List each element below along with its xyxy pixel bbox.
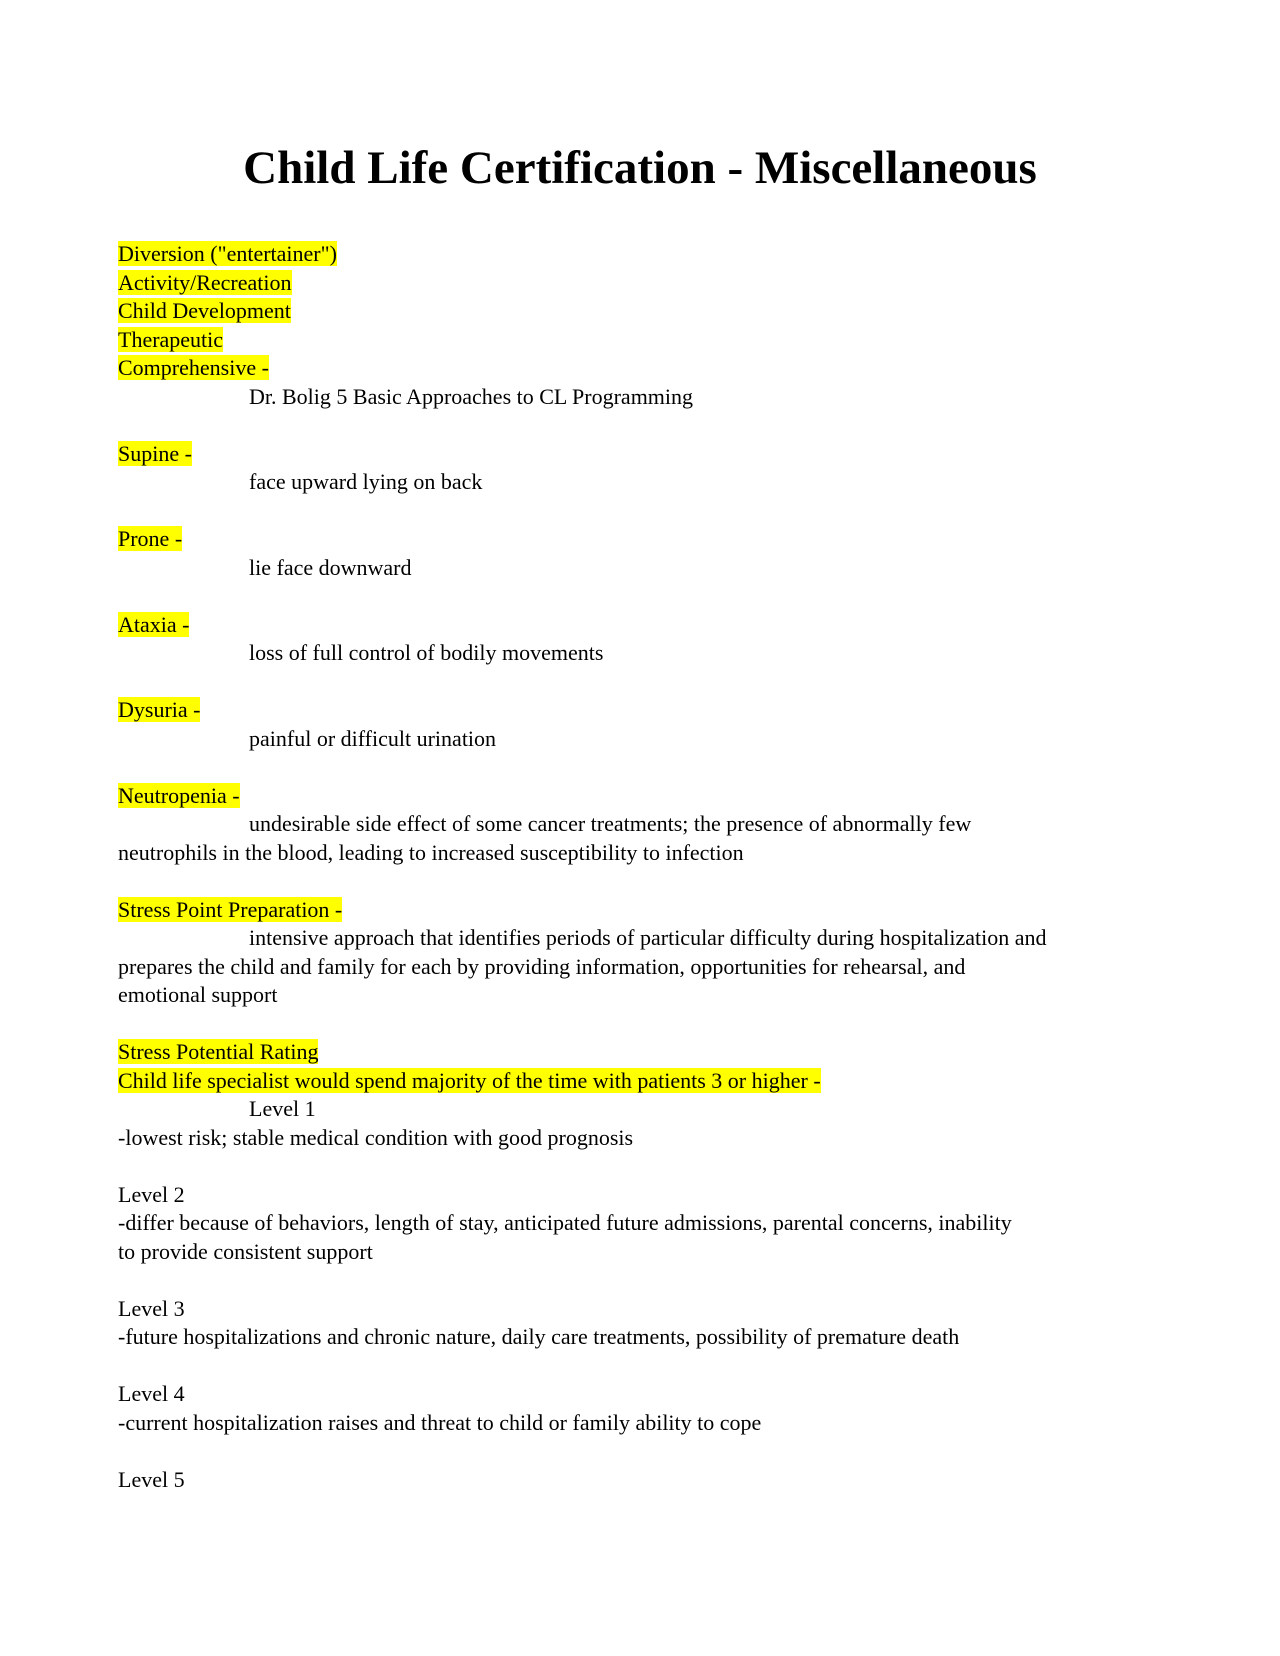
entry-prone	[118, 525, 1168, 582]
entry-definition: intensive approach that identifies periods of particular difficulty during hospitalization and	[249, 925, 1047, 950]
level-label: Level 4	[118, 1381, 185, 1406]
level-label: Level 5	[118, 1466, 185, 1492]
entry-definition: undesirable side effect of some cancer treatments; the presence of abnormally few	[249, 811, 972, 836]
entry-term: Neutropenia -	[118, 782, 240, 808]
entry-term-continued: Child life specialist would spend majority of the time with patients 3 or higher -	[118, 1067, 821, 1093]
entry-term: Ataxia -	[118, 611, 190, 637]
entry-term: Supine -	[118, 440, 192, 466]
approach-term: Activity/Recreation	[118, 269, 292, 295]
entry-neutropenia	[118, 782, 1168, 868]
entry-term: Stress Potential Rating	[118, 1039, 319, 1064]
level-description: -future hospitalizations and chronic nature, daily care treatments, possibility of premature death	[118, 1324, 960, 1349]
entry-term: Prone -	[118, 526, 183, 551]
level-label: Level 1	[249, 1096, 316, 1121]
approach-term: Comprehensive -	[118, 355, 269, 380]
entry-definition-continued: neutrophils in the blood, leading to increased susceptibility to infection	[118, 839, 744, 865]
document-body	[118, 240, 1168, 1494]
entry-definition: loss of full control of bodily movements	[249, 640, 604, 665]
level-description: -differ because of behaviors, length of stay, anticipated future admissions, parental concerns, inability	[118, 1210, 1012, 1235]
approaches-block	[118, 240, 1168, 411]
approach-term: Diversion ("entertainer")	[118, 241, 337, 266]
entry-dysuria	[118, 696, 1168, 753]
entry-definition: lie face downward	[249, 554, 412, 580]
page-title: Child Life Certification - Miscellaneous	[243, 142, 1037, 194]
entry-term: Dysuria -	[118, 697, 201, 722]
entry-definition: painful or difficult urination	[249, 725, 497, 751]
approach-term: Therapeutic	[118, 326, 224, 352]
level-description: -current hospitalization raises and threat to child or family ability to cope	[118, 1409, 762, 1435]
entry-term: Stress Point Preparation -	[118, 896, 343, 922]
level-label: Level 3	[118, 1295, 185, 1321]
entry-ataxia	[118, 611, 1168, 668]
approach-term: Child Development	[118, 298, 291, 323]
level-description: -lowest risk; stable medical condition with good prognosis	[118, 1124, 634, 1150]
approaches-definition: Dr. Bolig 5 Basic Approaches to CL Programming	[249, 383, 694, 409]
entry-definition-continued: prepares the child and family for each by providing information, opportunities for rehearsal, and	[118, 953, 966, 979]
entry-stress-potential-rating	[118, 1038, 1168, 1494]
level-description-continued: to provide consistent support	[118, 1238, 373, 1264]
level-label: Level 2	[118, 1181, 185, 1207]
entry-stress-point-preparation	[118, 896, 1168, 1010]
entry-supine	[118, 440, 1168, 497]
entry-definition-continued: emotional support	[118, 982, 278, 1007]
entry-definition: face upward lying on back	[249, 469, 483, 494]
